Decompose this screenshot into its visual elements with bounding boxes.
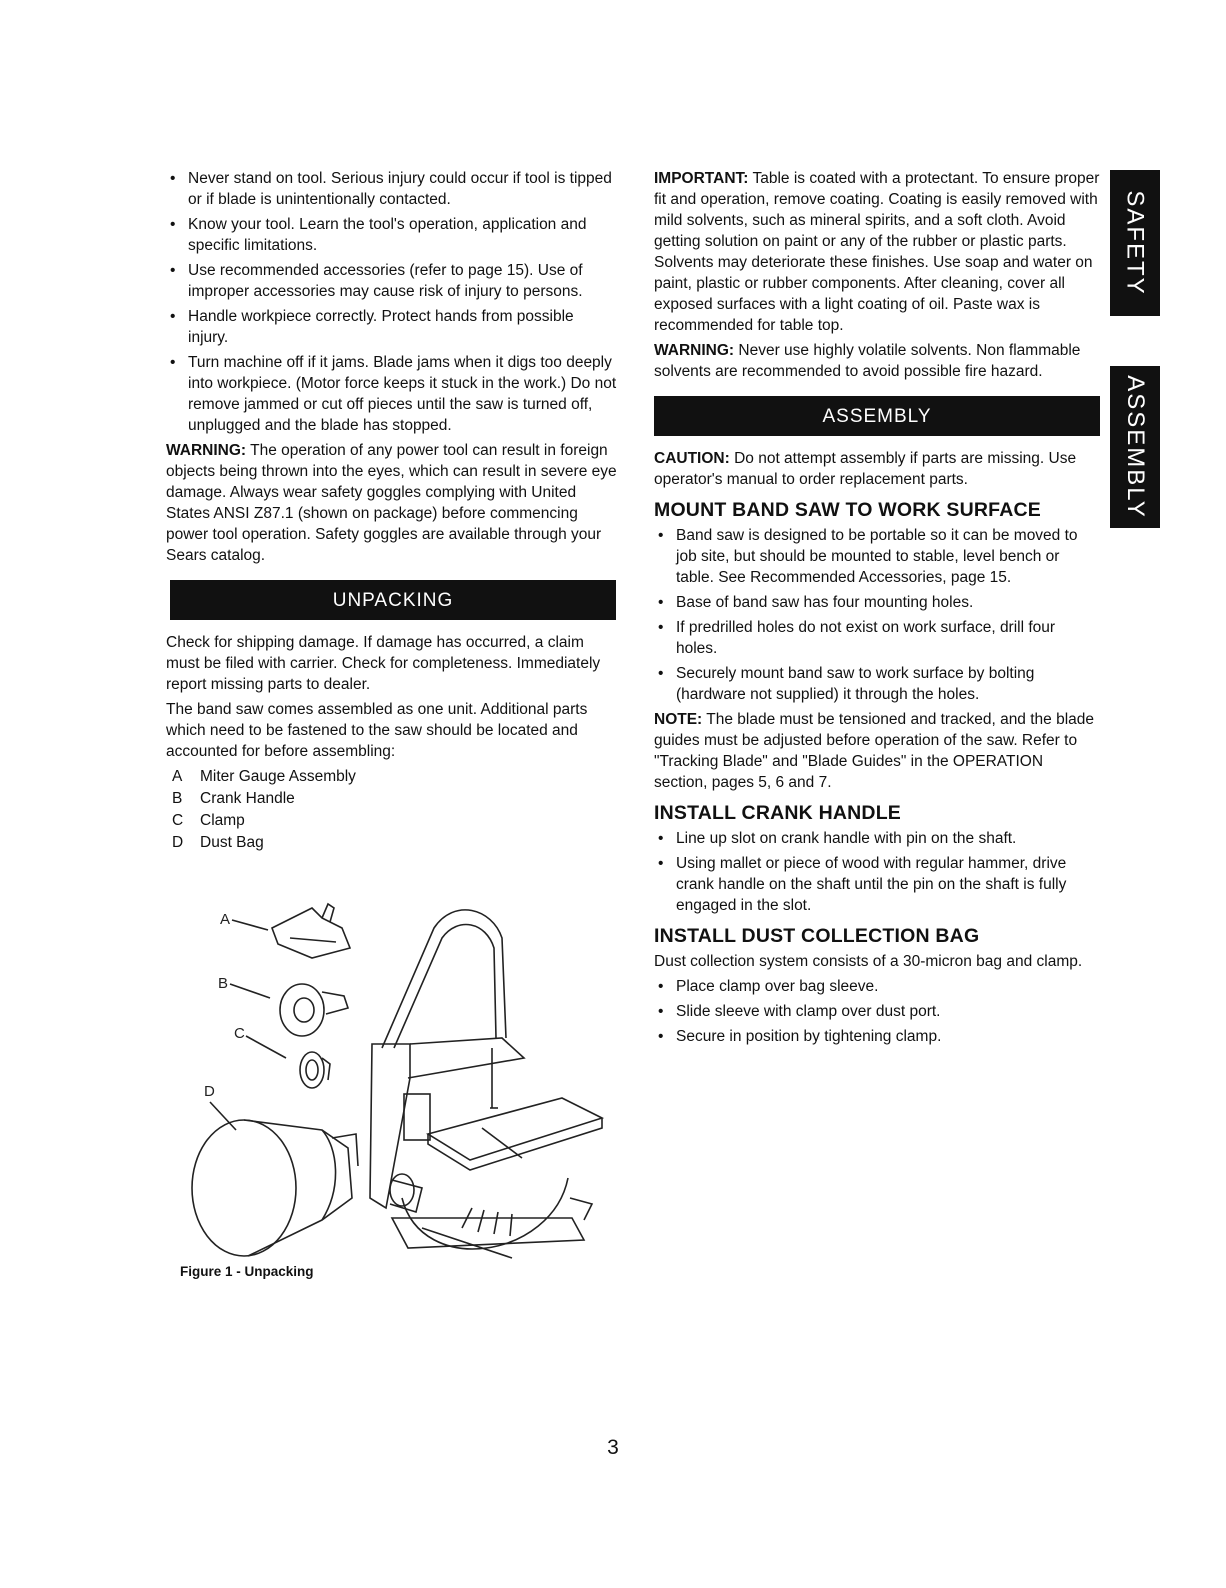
safety-bullet-list	[166, 168, 618, 436]
caution-label: CAUTION:	[654, 450, 730, 467]
list-item: • Never stand on tool. Serious injury could occur if tool is tipped or if blade is unintentionally contacted.	[166, 168, 618, 210]
list-item: • Securely mount band saw to work surface by bolting (hardware not supplied) it through the holes.	[654, 663, 1100, 705]
list-item: • Using mallet or piece of wood with regular hammer, drive crank handle on the shaft until the pin on the shaft is fully engaged in the slot.	[654, 853, 1100, 916]
part-label: Clamp	[200, 812, 245, 829]
list-item: • Turn machine off if it jams. Blade jams when it digs too deeply into workpiece. (Motor force keeps it stuck in the work.) Do not remove jammed or cut off pieces until the saw is turned off, unplugged and the blade has stopped.	[166, 352, 618, 436]
warning-label: WARNING:	[166, 442, 247, 459]
list-item: • Know your tool. Learn the tool's operation, application and specific limitations.	[166, 214, 618, 256]
note-text: The blade must be tensioned and tracked, and the blade guides must be adjusted before operation of the saw. Refer to "Tracking Blade" and "Blade Guides" in the OPERATION section, pages 5, 6 and 7.	[654, 711, 1095, 791]
note-paragraph	[654, 709, 1100, 793]
svg-text:C: C	[234, 1025, 245, 1042]
caution-paragraph	[654, 448, 1100, 490]
dust-paragraph: Dust collection system consists of a 30-micron bag and clamp.	[654, 953, 1083, 970]
list-item: • Line up slot on crank handle with pin on the shaft.	[654, 828, 1100, 849]
mount-heading: MOUNT BAND SAW TO WORK SURFACE	[654, 499, 1041, 521]
list-item: • If predrilled holes do not exist on work surface, drill four holes.	[654, 617, 1100, 659]
note-label: NOTE:	[654, 711, 703, 728]
part-label: Crank Handle	[200, 790, 295, 807]
svg-text:D: D	[204, 1083, 215, 1100]
eye-warning-paragraph	[166, 440, 618, 566]
list-item	[166, 766, 618, 787]
svg-text:A: A	[220, 911, 231, 928]
dust-heading: INSTALL DUST COLLECTION BAG	[654, 925, 980, 947]
list-item	[166, 788, 618, 809]
part-key: C	[172, 812, 184, 829]
important-text: Table is coated with a protectant. To ensure proper fit and operation, remove coating. Coating is easily removed with mild solvents, such as mineral spirits, and a soft cloth. Avoid getting solution on paint or any of the rubber or plastic parts. Solvents may deteriorate these finishes. Use soap and water on paint, plastic or rubber components. After cleaning, cover all exposed surfaces with a light coating of oil. Paste wax is recommended for table top.	[654, 170, 1100, 334]
parts-list	[166, 766, 618, 853]
crank-bullet-list	[654, 828, 1100, 916]
important-label: IMPORTANT:	[654, 170, 749, 187]
figure-caption: Figure 1 - Unpacking	[180, 1264, 314, 1279]
mount-bullet-list	[654, 525, 1100, 705]
page-number: 3	[607, 1436, 619, 1459]
assembly-section-tab	[1110, 366, 1160, 528]
list-item: • Slide sleeve with clamp over dust port.	[654, 1001, 1100, 1022]
list-item: • Base of band saw has four mounting holes.	[654, 592, 1100, 613]
crank-heading: INSTALL CRANK HANDLE	[654, 802, 902, 824]
safety-section-tab	[1110, 170, 1160, 316]
unpacking-banner: UNPACKING	[170, 580, 616, 620]
list-item: • Band saw is designed to be portable so it can be moved to job site, but should be mounted to stable, level bench or table. See Recommended Accessories, page 15.	[654, 525, 1100, 588]
right-column	[654, 168, 1100, 1051]
list-item: • Handle workpiece correctly. Protect hands from possible injury.	[166, 306, 618, 348]
unpacking-figure	[172, 898, 612, 1278]
list-item	[166, 810, 618, 831]
unpacking-paragraph: Check for shipping damage. If damage has occurred, a claim must be filed with carrier. Check for completeness. Immediately report missing parts to dealer.	[166, 634, 601, 693]
warning-text: The operation of any power tool can result in foreign objects being thrown into the eyes, which can result in severe eye damage. Always wear safety goggles complying with United States ANSI Z87.1 (shown on package) before commencing power tool operation. Safety goggles are available through your Sears catalog.	[166, 442, 617, 564]
list-item: • Secure in position by tightening clamp.	[654, 1026, 1100, 1047]
important-paragraph	[654, 168, 1100, 336]
svg-text:B: B	[218, 975, 229, 992]
part-key: B	[172, 790, 183, 807]
safety-tab-label: SAFETY	[1122, 190, 1150, 296]
unpacking-parts-intro: The band saw comes assembled as one unit. Additional parts which need to be fastened to the saw should be located and accounted for before assembling:	[166, 701, 588, 760]
list-item: • Use recommended accessories (refer to page 15). Use of improper accessories may cause risk of injury to persons.	[166, 260, 618, 302]
assembly-tab-label: ASSEMBLY	[1122, 375, 1150, 519]
part-label: Miter Gauge Assembly	[200, 768, 356, 785]
caution-text: Do not attempt assembly if parts are missing. Use operator's manual to order replacement parts.	[654, 450, 1077, 488]
part-key: D	[172, 834, 184, 851]
warning-text: Never use highly volatile solvents. Non flammable solvents are recommended to avoid possible fire hazard.	[654, 342, 1081, 380]
left-column	[166, 168, 618, 854]
dust-bullet-list	[654, 976, 1100, 1047]
warning-label: WARNING:	[654, 342, 735, 359]
part-label: Dust Bag	[200, 834, 264, 851]
list-item: • Place clamp over bag sleeve.	[654, 976, 1100, 997]
assembly-banner: ASSEMBLY	[654, 396, 1100, 436]
list-item	[166, 832, 618, 853]
part-key: A	[172, 768, 183, 785]
solvent-warning-paragraph	[654, 340, 1100, 382]
